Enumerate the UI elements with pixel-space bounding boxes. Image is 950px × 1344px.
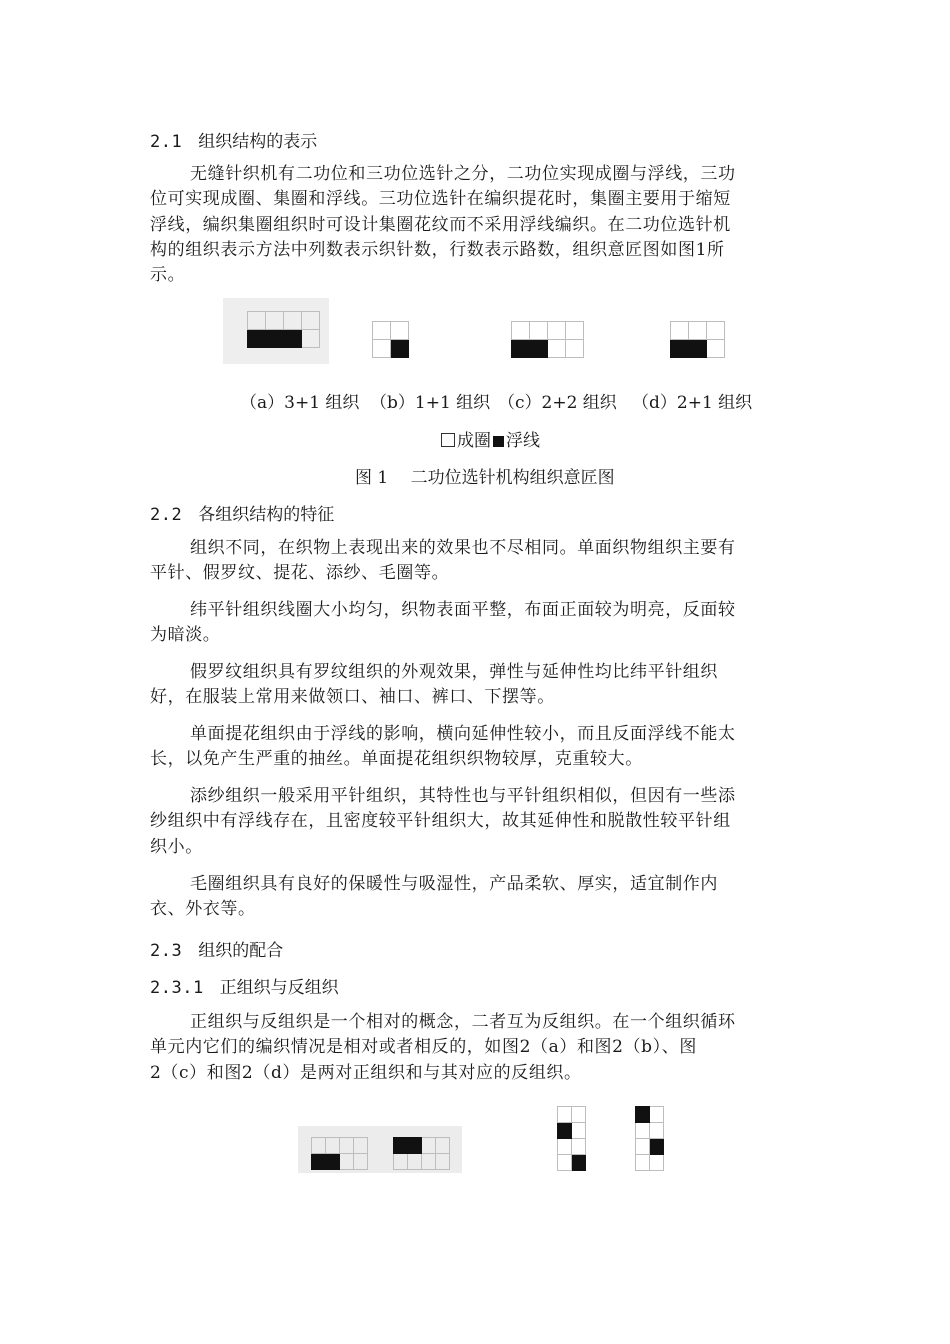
text-line: 位可实现成圈、集圈和浮线。三功位选针在编织提花时，集圈主要用于缩短 [150, 189, 731, 210]
paragraph-structures [150, 536, 790, 587]
section-title: 各组织结构的特征 [198, 505, 335, 525]
text-line: 平针、假罗纹、提花、添纱、毛圈等。 [150, 563, 450, 584]
text-line: 好，在服装上常用来做领口、袖口、裤口、下摆等。 [150, 687, 555, 708]
text-line: 纱组织中有浮线存在，且密度较平针组织大，故其延伸性和脱散性较平针组 [150, 811, 731, 832]
text-line: 2（c）和图2（d）是两对正组织和与其对应的反组织。 [150, 1062, 582, 1083]
figure-1-legend [441, 426, 540, 451]
text-line: 长，以免产生严重的抽丝。单面提花组织织物较厚，克重较大。 [150, 749, 643, 770]
text-line: 织小。 [150, 836, 203, 857]
text-line: 添纱组织一般采用平针组织，其特性也与平针组织相似，但因有一些添 [190, 786, 736, 806]
diagram-2b [393, 1137, 450, 1170]
paragraph-terry [150, 872, 790, 923]
subcaption-c: （c）2+2 组织 [498, 393, 617, 413]
paragraph-plating [150, 784, 790, 860]
diagram-a-3plus1 [247, 311, 320, 348]
text-line: 衣、外衣等。 [150, 899, 256, 920]
diagram-2a [311, 1137, 368, 1170]
paragraph-jacquard [150, 722, 790, 773]
section-heading-2-1 [150, 127, 317, 152]
subcaption-a: （a）3+1 组织 [240, 393, 360, 413]
legend-fill-label: 浮线 [506, 431, 540, 451]
paragraph-intro [150, 162, 790, 288]
text-line: 假罗纹组织具有罗纹组织的外观效果，弹性与延伸性均比纬平针组织 [190, 662, 718, 682]
text-line: 示。 [150, 265, 186, 286]
subcaption-b: （b）1+1 组织 [370, 393, 491, 413]
text-line: 构的组织表示方法中列数表示织针数，行数表示路数，组织意匠图如图1所 [150, 239, 725, 260]
section-heading-2-3 [150, 936, 283, 961]
paragraph-mock-rib [150, 660, 790, 711]
text-line: 浮线，编织集圈组织时可设计集圈花纹而不采用浮线编织。在二功位选针机 [150, 214, 731, 235]
legend-open-label: 成圈 [457, 431, 491, 451]
section-title: 组织的配合 [198, 941, 284, 961]
text-line: 无缝针织机有二功位和三功位选针之分，二功位实现成圈与浮线，三功 [190, 164, 736, 184]
text-line: 单面提花组织由于浮线的影响，横向延伸性较小，而且反面浮线不能太 [190, 724, 736, 744]
figure-1-caption: 图 1 二功位选针机构组织意匠图 [355, 468, 615, 488]
section-title: 正组织与反组织 [219, 978, 339, 998]
text-line: 组织不同，在织物上表现出来的效果也不尽相同。单面织物组织主要有 [190, 538, 736, 558]
diagram-d-2plus1 [670, 321, 725, 358]
section-number: 2.2 [150, 505, 183, 525]
section-heading-2-2 [150, 500, 334, 525]
text-line: 正组织与反组织是一个相对的概念，二者互为反组织。在一个组织循环 [190, 1012, 736, 1032]
text-line: 为暗淡。 [150, 625, 221, 646]
diagram-2d [635, 1106, 664, 1171]
diagram-2c [557, 1106, 586, 1171]
section-number: 2.3.1 [150, 978, 204, 998]
open-square-icon [441, 433, 455, 447]
section-heading-2-3-1 [150, 973, 339, 998]
section-number: 2.3 [150, 941, 183, 961]
paragraph-plain-stitch [150, 598, 790, 649]
text-line: 毛圈组织具有良好的保暖性与吸湿性，产品柔软、厚实，适宜制作内 [190, 874, 718, 894]
text-line: 纬平针组织线圈大小均匀，织物表面平整，布面正面较为明亮，反面较 [190, 600, 736, 620]
text-line: 单元内它们的编织情况是相对或者相反的，如图2（a）和图2（b）、图 [150, 1037, 697, 1058]
diagram-c-2plus2 [511, 321, 584, 358]
section-title: 组织结构的表示 [198, 132, 318, 152]
section-number: 2.1 [150, 132, 183, 152]
diagram-b-1plus1 [372, 321, 409, 358]
filled-square-icon [493, 436, 504, 447]
subcaption-d: （d）2+1 组织 [632, 393, 753, 413]
paragraph-front-reverse [150, 1010, 790, 1086]
